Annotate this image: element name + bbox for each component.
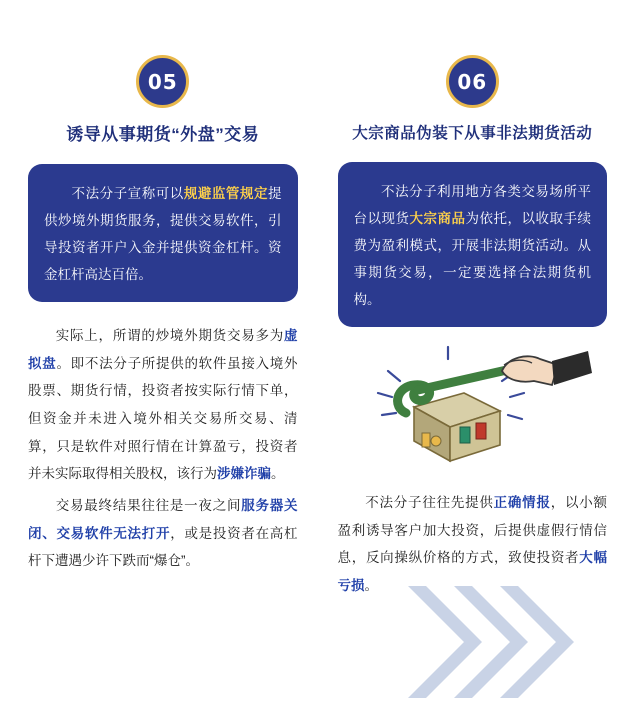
text-segment: 交易最终结果往往是一夜之间 [55,498,242,514]
section-number-badge-05: 05 [136,55,189,108]
text-segment: 。即不法分子所提供的软件虽接入境外股票、期货行情，投资者按实际行情下单，但资金并未进入境外相关交易所交易、清算，只是软件对照行情在计算盈亏，投资者并未实际取得相关股权，该行为 [28,355,298,482]
paragraph-2 [28,492,298,575]
text-highlight: 大幅亏损 [337,550,608,594]
text-segment: ，或是投资者在高杠杆下遭遇少许下跌而“爆仓”。 [28,525,298,569]
paragraph-1 [28,322,298,488]
callout-text-part2: 为依托，以收取手续费为盈利模式，开展非法期货活动。从事期货交易，一定要选择合法期货机构。 [353,211,591,308]
badge-wrap-06 [338,55,608,108]
illustration-hand-with-crowbar-icon [338,341,608,469]
text-segment: 。 [271,466,285,482]
callout-text-part2: 提供炒境外期货服务，提供交易软件，引导投资者开户入金并提供资金杠杆。资金杠杆高达百倍。 [44,186,282,283]
callout-highlight-1: 大宗商品 [409,211,466,227]
text-highlight: 涉嫌诈骗 [217,466,271,482]
text-highlight: 正确情报 [493,495,551,511]
callout-text-part1: 不法分子利用地方各类交易场所平台以现货 [353,184,591,227]
section-06 [318,0,608,716]
section-heading-06: 大宗商品伪装下从事非法期货活动 [352,125,593,142]
badge-wrap-05 [28,55,298,108]
callout-box-05 [28,164,298,302]
body-text-06 [338,489,608,600]
section-heading-05: 诱导从事期货“外盘”交易 [66,125,260,144]
body-text-05 [28,322,298,575]
text-segment: 。 [364,578,378,594]
text-highlight: 服务器关闭、交易软件无法打开 [28,498,298,541]
text-highlight: 虚拟盘 [28,328,298,371]
paragraph-1 [338,489,608,600]
callout-highlight-1: 规避监管规定 [183,186,269,202]
callout-text-part1: 不法分子宣称可以 [71,186,184,202]
section-05 [28,0,318,716]
text-segment: 不法分子往往先提供 [364,495,494,511]
text-segment: ，以小额盈利诱导客户加大投资，后提供虚假行情信息，反向操纵价格的方式，致使投资者 [337,495,608,566]
callout-box-06 [338,162,608,327]
section-number-badge-06: 06 [446,55,499,108]
text-segment: 实际上，所谓的炒境外期货交易多为 [55,328,284,344]
